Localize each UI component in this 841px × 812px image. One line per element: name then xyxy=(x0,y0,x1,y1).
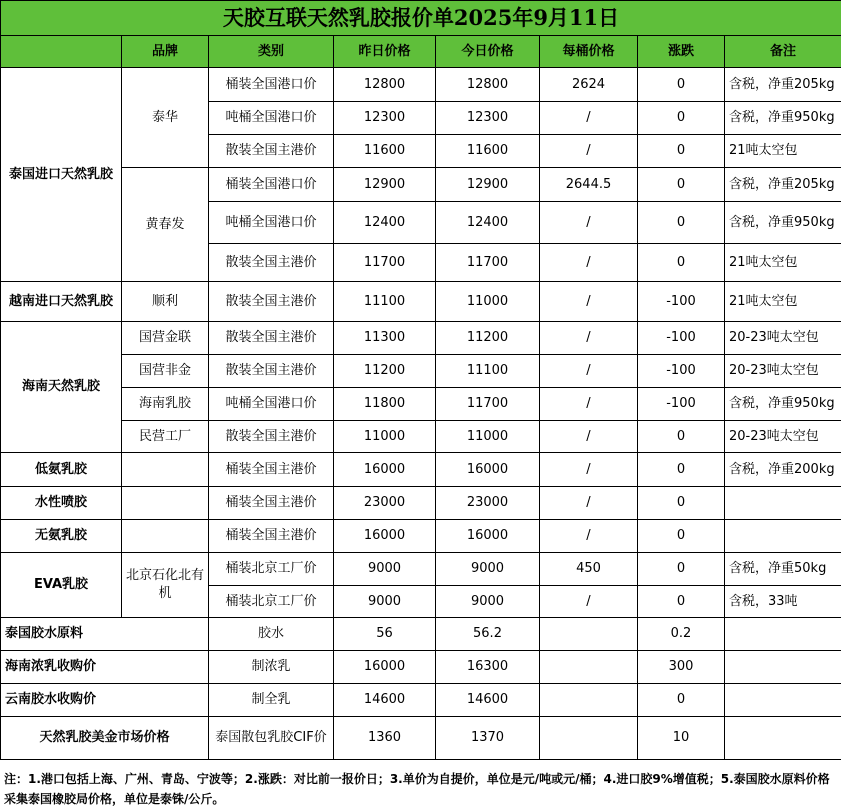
today-price: 11100 xyxy=(436,355,540,388)
category-eva: EVA乳胶 xyxy=(1,553,122,618)
yesterday-price: 9000 xyxy=(334,553,436,586)
brand-beijing: 北京石化北有机 xyxy=(122,553,209,618)
remark-cell: 含税，净重950kg xyxy=(725,202,841,244)
barrel-price: / xyxy=(540,487,638,520)
category-vietnam: 越南进口天然乳胶 xyxy=(1,282,122,322)
header-group xyxy=(1,36,122,68)
category-no-ammonia: 无氨乳胶 xyxy=(1,520,122,553)
table-row xyxy=(1,322,841,355)
brand-cell: 民营工厂 xyxy=(122,421,209,453)
type-cell: 桶装全国主港价 xyxy=(209,487,334,520)
type-cell: 制全乳 xyxy=(209,684,334,717)
remark-cell xyxy=(725,618,841,651)
category-thai-raw: 泰国胶水原料 xyxy=(1,618,209,651)
header-row xyxy=(1,36,841,68)
price-change: 0.2 xyxy=(638,618,725,651)
remark-cell xyxy=(725,684,841,717)
yesterday-price: 12800 xyxy=(334,68,436,102)
barrel-price: / xyxy=(540,244,638,282)
yesterday-price: 12900 xyxy=(334,168,436,202)
type-cell: 散装全国主港价 xyxy=(209,421,334,453)
table-row xyxy=(1,388,841,421)
brand-taihua: 泰华 xyxy=(122,68,209,168)
category-thai: 泰国进口天然乳胶 xyxy=(1,68,122,282)
table-row xyxy=(1,453,841,487)
table-row xyxy=(1,717,841,760)
type-cell: 散装全国主港价 xyxy=(209,355,334,388)
brand-shunli: 顺利 xyxy=(122,282,209,322)
table-row xyxy=(1,355,841,388)
remark-cell xyxy=(725,717,841,760)
footnote: 注：1.港口包括上海、广州、青岛、宁波等；2.涨跌：对比前一报价日；3.单价为自提价，单位是元/吨或元/桶；4.进口胶9%增值税；5.泰国胶水原料价格采集泰国橡胶局价格，单位是泰铢/公斤。 xyxy=(4,772,830,806)
barrel-price: / xyxy=(540,135,638,168)
barrel-price: / xyxy=(540,388,638,421)
barrel-price xyxy=(540,651,638,684)
today-price: 12800 xyxy=(436,68,540,102)
barrel-price xyxy=(540,618,638,651)
yesterday-price: 11000 xyxy=(334,421,436,453)
type-cell: 桶装北京工厂价 xyxy=(209,553,334,586)
remark-cell xyxy=(725,520,841,553)
today-price: 12300 xyxy=(436,102,540,135)
yesterday-price: 14600 xyxy=(334,684,436,717)
type-cell: 泰国散包乳胶CIF价 xyxy=(209,717,334,760)
barrel-price: / xyxy=(540,322,638,355)
today-price: 14600 xyxy=(436,684,540,717)
today-price: 12900 xyxy=(436,168,540,202)
price-change: 0 xyxy=(638,586,725,618)
brand-cell: 海南乳胶 xyxy=(122,388,209,421)
remark-cell: 含税，净重200kg xyxy=(725,453,841,487)
yesterday-price: 11100 xyxy=(334,282,436,322)
yesterday-price: 11600 xyxy=(334,135,436,168)
barrel-price: / xyxy=(540,520,638,553)
category-hainan: 海南天然乳胶 xyxy=(1,322,122,453)
remark-cell: 21吨太空包 xyxy=(725,244,841,282)
barrel-price: / xyxy=(540,453,638,487)
today-price: 1370 xyxy=(436,717,540,760)
today-price: 56.2 xyxy=(436,618,540,651)
price-change: 0 xyxy=(638,553,725,586)
table-row xyxy=(1,168,841,202)
price-change: 0 xyxy=(638,102,725,135)
header-brand: 品牌 xyxy=(122,36,209,68)
barrel-price: / xyxy=(540,102,638,135)
yesterday-price: 12300 xyxy=(334,102,436,135)
yesterday-price: 11300 xyxy=(334,322,436,355)
remark-cell: 20-23吨太空包 xyxy=(725,421,841,453)
price-change: 0 xyxy=(638,453,725,487)
brand-cell xyxy=(122,453,209,487)
type-cell: 桶装全国主港价 xyxy=(209,520,334,553)
type-cell: 散装全国主港价 xyxy=(209,135,334,168)
category-waterborne: 水性喷胶 xyxy=(1,487,122,520)
table-row xyxy=(1,487,841,520)
remark-cell: 含税，33吨 xyxy=(725,586,841,618)
yesterday-price: 12400 xyxy=(334,202,436,244)
yesterday-price: 16000 xyxy=(334,651,436,684)
brand-cell: 国营金联 xyxy=(122,322,209,355)
category-yunnan-purchase: 云南胶水收购价 xyxy=(1,684,209,717)
price-change: -100 xyxy=(638,282,725,322)
yesterday-price: 11200 xyxy=(334,355,436,388)
price-change: 0 xyxy=(638,135,725,168)
header-yesterday: 昨日价格 xyxy=(334,36,436,68)
type-cell: 散装全国主港价 xyxy=(209,282,334,322)
header-today: 今日价格 xyxy=(436,36,540,68)
yesterday-price: 9000 xyxy=(334,586,436,618)
yesterday-price: 11800 xyxy=(334,388,436,421)
price-change: -100 xyxy=(638,322,725,355)
today-price: 11700 xyxy=(436,388,540,421)
yesterday-price: 16000 xyxy=(334,520,436,553)
table-row xyxy=(1,618,841,651)
price-change: -100 xyxy=(638,355,725,388)
table-row xyxy=(1,282,841,322)
today-price: 11000 xyxy=(436,421,540,453)
brand-cell xyxy=(122,487,209,520)
type-cell: 桶装全国主港价 xyxy=(209,453,334,487)
table-row xyxy=(1,520,841,553)
today-price: 11600 xyxy=(436,135,540,168)
yesterday-price: 23000 xyxy=(334,487,436,520)
brand-huangchunfa: 黄春发 xyxy=(122,168,209,282)
price-change: -100 xyxy=(638,388,725,421)
today-price: 11200 xyxy=(436,322,540,355)
yesterday-price: 16000 xyxy=(334,453,436,487)
today-price: 11000 xyxy=(436,282,540,322)
remark-cell xyxy=(725,487,841,520)
today-price: 9000 xyxy=(436,586,540,618)
barrel-price: / xyxy=(540,355,638,388)
price-change: 0 xyxy=(638,520,725,553)
remark-cell: 21吨太空包 xyxy=(725,135,841,168)
table-row xyxy=(1,68,841,102)
remark-cell: 20-23吨太空包 xyxy=(725,355,841,388)
today-price: 23000 xyxy=(436,487,540,520)
table-row xyxy=(1,421,841,453)
type-cell: 制浓乳 xyxy=(209,651,334,684)
today-price: 11700 xyxy=(436,244,540,282)
type-cell: 桶装全国港口价 xyxy=(209,68,334,102)
category-usd-market: 天然乳胶美金市场价格 xyxy=(1,717,209,760)
barrel-price xyxy=(540,717,638,760)
table-row xyxy=(1,651,841,684)
remark-cell: 21吨太空包 xyxy=(725,282,841,322)
table-row xyxy=(1,553,841,586)
yesterday-price: 1360 xyxy=(334,717,436,760)
barrel-price xyxy=(540,684,638,717)
brand-cell xyxy=(122,520,209,553)
category-low-ammonia: 低氨乳胶 xyxy=(1,453,122,487)
barrel-price: / xyxy=(540,421,638,453)
remark-cell: 含税，净重205kg xyxy=(725,68,841,102)
yesterday-price: 11700 xyxy=(334,244,436,282)
price-change: 300 xyxy=(638,651,725,684)
price-change: 0 xyxy=(638,68,725,102)
brand-cell: 国营非金 xyxy=(122,355,209,388)
remark-cell: 含税，净重950kg xyxy=(725,102,841,135)
yesterday-price: 56 xyxy=(334,618,436,651)
price-change: 0 xyxy=(638,487,725,520)
price-change: 0 xyxy=(638,168,725,202)
price-change: 0 xyxy=(638,684,725,717)
type-cell: 吨桶全国港口价 xyxy=(209,388,334,421)
barrel-price: 2644.5 xyxy=(540,168,638,202)
header-change: 涨跌 xyxy=(638,36,725,68)
remark-cell xyxy=(725,651,841,684)
type-cell: 胶水 xyxy=(209,618,334,651)
today-price: 16000 xyxy=(436,520,540,553)
remark-cell: 含税，净重50kg xyxy=(725,553,841,586)
barrel-price: 2624 xyxy=(540,68,638,102)
remark-cell: 含税，净重950kg xyxy=(725,388,841,421)
today-price: 16000 xyxy=(436,453,540,487)
barrel-price: / xyxy=(540,586,638,618)
today-price: 9000 xyxy=(436,553,540,586)
type-cell: 吨桶全国港口价 xyxy=(209,102,334,135)
type-cell: 散装全国主港价 xyxy=(209,322,334,355)
remark-cell: 20-23吨太空包 xyxy=(725,322,841,355)
type-cell: 桶装全国港口价 xyxy=(209,168,334,202)
remark-cell: 含税，净重205kg xyxy=(725,168,841,202)
category-hainan-concentrate: 海南浓乳收购价 xyxy=(1,651,209,684)
type-cell: 桶装北京工厂价 xyxy=(209,586,334,618)
barrel-price: / xyxy=(540,282,638,322)
today-price: 12400 xyxy=(436,202,540,244)
barrel-price: / xyxy=(540,202,638,244)
price-change: 10 xyxy=(638,717,725,760)
sheet-title: 天胶互联天然乳胶报价单2025年9月11日 xyxy=(1,1,841,36)
price-change: 0 xyxy=(638,421,725,453)
barrel-price: 450 xyxy=(540,553,638,586)
table-row xyxy=(1,684,841,717)
type-cell: 吨桶全国港口价 xyxy=(209,202,334,244)
header-type: 类别 xyxy=(209,36,334,68)
header-per-barrel: 每桶价格 xyxy=(540,36,638,68)
price-change: 0 xyxy=(638,202,725,244)
header-remark: 备注 xyxy=(725,36,841,68)
today-price: 16300 xyxy=(436,651,540,684)
price-change: 0 xyxy=(638,244,725,282)
type-cell: 散装全国主港价 xyxy=(209,244,334,282)
